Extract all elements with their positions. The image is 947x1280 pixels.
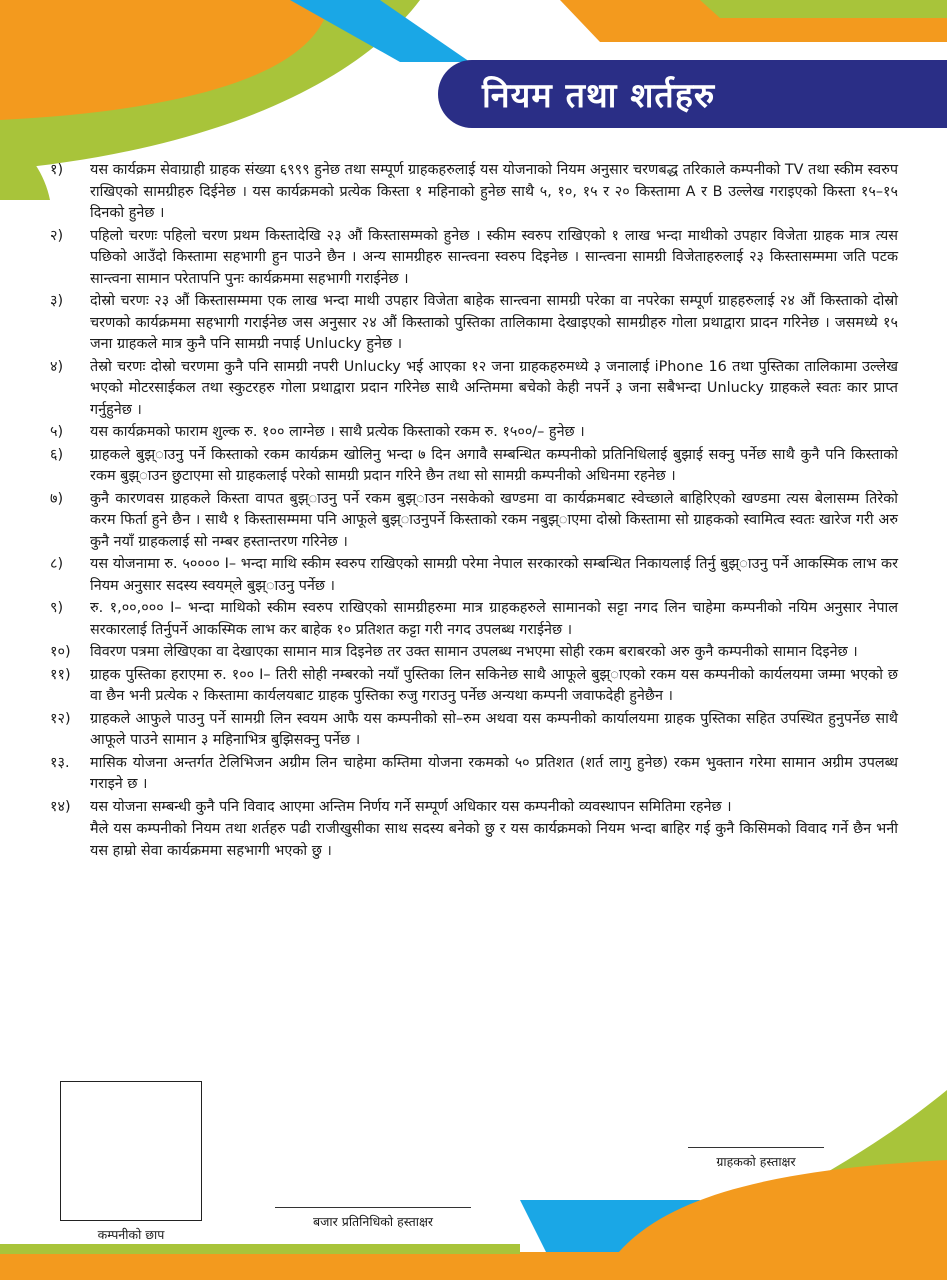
company-stamp-box	[60, 1081, 202, 1221]
term-text: विवरण पत्रमा लेखिएका वा देखाएका सामान मात्र दिइनेछ तर उक्त सामान उपलब्ध नभएमा सोही रकम बराबरको अरु कुनै कम्पनीको सामान दिइनेछ ।	[90, 644, 858, 660]
term-item	[50, 753, 898, 796]
term-number: ७)	[50, 490, 64, 507]
term-number: ३)	[50, 293, 64, 309]
title-banner	[438, 60, 947, 128]
terms-list	[50, 160, 898, 862]
term-number: २)	[50, 227, 64, 244]
term-text: यस कार्यक्रम सेवाग्राही ग्राहक संख्या ६९९९ हुनेछ तथा सम्पूर्ण ग्राहकहरुलाई यस योजनाको नियम अनुसार चरणबद्ध तरिकाले कम्पनीको TV तथा स्कीम स्वरुप राखिएको सामग्रीहरु दिईनेछ । यस कार्यक्रमको प्रत्येक किस्ता १ महिनाको हुनेछ साथै ५, १०, १५ र २० किस्तामा A र B उल्लेख गराइएको किस्ता १५–१५ दिनको हुनेछ ।	[90, 162, 898, 221]
term-item	[50, 422, 898, 444]
bottom-green-band	[0, 1244, 520, 1254]
term-item	[50, 226, 898, 291]
term-text: यस योजना सम्बन्धी कुनै पनि विवाद आएमा अन्तिम निर्णय गर्ने सम्पूर्ण अधिकार यस कम्पनीको व्यवस्थापन समितिमा रहनेछ ।	[90, 798, 732, 815]
term-number: १)	[50, 162, 64, 178]
term-number: १४)	[50, 798, 71, 815]
term-text: मासिक योजना अन्तर्गत टेलिभिजन अग्रीम लिन चाहेमा कम्तिमा योजना रकमको ५० प्रतिशत (शर्त लागु हुनेछ) रकम भुक्तान गरेमा सामान अग्रीम उपलब्ध गराइने छ ।	[90, 754, 898, 792]
term-item	[50, 642, 898, 664]
term-text: कुनै कारणवस ग्राहकले किस्ता वापत बुझ्‌ाउनु पर्ने रकम बुझ्‌ाउन नसकेको खण्डमा वा कार्यक्रमबाट स्वेच्छाले बाहिरिएको खण्डमा त्यस बेलासम्म तिरेको करम फिर्ता हुने छैन । साथै १ किस्तासम्ममा पनि आफूले बुझ्‌ाउनुपर्ने किस्ताको रकम नबुझ्‌ाएमा दोस्रो किस्तामा सो ग्राहकको स्वामित्व स्वतः खारेज गरी अरु कुनै नयाँ ग्राहकलाई सो नम्बर हस्तान्तरण गरिनेछ ।	[90, 490, 898, 550]
term-number: १३.	[50, 754, 70, 771]
term-text: रु. १,००,००० I– भन्दा माथिको स्कीम स्वरुप राखिएको सामग्रीहरुमा मात्र ग्राहकहरुले सामानको सट्टा नगद लिन चाहेमा कम्पनीको नयिम अनुसार नेपाल सरकारलाई तिर्नुपर्ने आकस्मिक लाभ कर बाहेक १० प्रतिशत कट्टा गरी नगद उपलब्ध गराईनेछ ।	[90, 600, 898, 638]
term-item	[50, 160, 898, 225]
term-number: १०)	[50, 644, 71, 660]
term-number: ४)	[50, 358, 64, 375]
declaration-text: मैले यस कम्पनीको नियम तथा शर्तहरु पढी राजीखुसीका साथ सदस्य बनेको छु र यस कार्यक्रमको नियम भन्दा बाहिर गई कुनै किसिमको विवाद गर्ने छैन भनी यस हाम्रो सेवा कार्यक्रममा सहभागी भएको छु ।	[90, 821, 898, 859]
term-number: ५)	[50, 424, 64, 440]
customer-signature-label: ग्राहकको हस्ताक्षर	[716, 1154, 796, 1169]
term-item	[50, 489, 898, 554]
term-text: दोस्रो चरणः २३ औं किस्तासम्ममा एक लाख भन्दा माथी उपहार विजेता बाहेक सान्त्वना सामग्री परेका वा नपरेका सम्पूर्ण ग्राहहरुलाई २४ औं किस्ताको दोस्रो चरणको कार्यक्रममा सहभागी गराईनेछ जस अनुसार २४ औं किस्ताको पुस्तिका तालिकामा देखाइएको सामग्रीहरु गोला प्रथाद्वारा प्रादन गरिनेछ । जसमध्ये १५ जना ग्राहकले मात्र कुनै पनि सामग्री नपाई Unlucky हुनेछ ।	[90, 293, 898, 352]
term-text: यस योजनामा रु. ५०००० I– भन्दा माथि स्कीम स्वरुप राखिएको सामग्री परेमा नेपाल सरकारको सम्बन्धित निकायलाई तिर्नु बुझ्‌ाउनु पर्ने आकस्मिक लाभ कर नियम अनुसार सदस्य स्वयम्‌ले बुझ्‌ाउनु पर्नेछ ।	[90, 556, 898, 594]
term-text: ग्राहकले आफुले पाउनु पर्ने सामग्री लिन स्वयम आफै यस कम्पनीको सो–रुम अथवा यस कम्पनीको कार्यालयमा ग्राहक पुस्तिका सहित उपस्थित हुनुपर्नेछ साथै आफूले पाउने सामान ३ महिनाभित्र बुझिसक्नु पर्नेछ ।	[90, 710, 898, 748]
term-number: ११)	[50, 666, 71, 683]
term-text: ग्राहकले बुझ्‌ाउनु पर्ने किस्ताको रकम कार्यक्रम खोलिनु भन्दा ७ दिन अगावै सम्बन्धित कम्पनीको प्रतिनिधिलाई बुझाई सक्नु पर्नेछ साथै कुनै पनि किस्ताको रकम बुझ्‌ाउन छुटाएमा सो ग्राहकलाई परेको सामग्री प्रदान गरिने छैन तथा सो सामग्री कम्पनीको अधिनमा रहनेछ ।	[90, 446, 898, 484]
customer-signature-line	[688, 1147, 824, 1148]
term-text: ग्राहक पुस्तिका हराएमा रु. १०० I– तिरी सोही नम्बरको नयाँ पुस्तिका लिन सकिनेछ साथै आफूले बुझ्‌ाएको रकम यस कम्पनीको कार्यलयमा जम्मा भएको छ वा छैन भनी प्रत्येक २ किस्तामा कार्यलयबाट ग्राहक पुस्तिका रुजु गराउनु पर्नेछ अन्यथा कम्पनी जवाफदेही हुनेछैन ।	[90, 666, 898, 704]
market-representative-signature-line	[275, 1207, 471, 1208]
market-representative-signature-label: बजार प्रतिनिधिको हस्ताक्षर	[312, 1214, 434, 1229]
top-right-green-band	[700, 0, 947, 18]
term-item	[50, 797, 898, 819]
term-item	[50, 445, 898, 488]
term-item	[50, 357, 898, 422]
term-text: यस कार्यक्रमको फाराम शुल्क रु. १०० लाग्नेछ । साथै प्रत्येक किस्ताको रकम रु. १५००/– हुनेछ ।	[90, 424, 585, 440]
term-text: तेस्रो चरणः दोस्रो चरणमा कुनै पनि सामग्री नपरी Unlucky भई आएका १२ जना ग्राहकहरुमध्ये ३ जनालाई iPhone 16 तथा पुस्तिका तालिकामा उल्लेख भएको मोटरसाईकल तथा स्कुटरहरु गोला प्रथाद्वारा प्रदान गरिनेछ साथै अन्तिममा बचेको केही नपर्ने ३ जना सबैभन्दा Unlucky ग्राहकले स्वतः कार प्राप्त गर्नुहुनेछ ।	[90, 358, 898, 418]
bottom-orange-band	[0, 1252, 947, 1280]
term-number: ९)	[50, 600, 64, 616]
company-stamp-label: कम्पनीको छाप	[97, 1227, 165, 1242]
term-item	[50, 554, 898, 597]
term-text: पहिलो चरणः पहिलो चरण प्रथम किस्तादेखि २३ औं किस्तासम्मको हुनेछ । स्कीम स्वरुप राखिएको १ लाख भन्दा माथीको उपहार विजेता ग्राहक मात्र त्यस पछिको आउँदो किस्तामा सहभागी हुन पाउने छैन । अन्य सामग्रीहरु सान्त्वना स्वरुप दिइनेछ । सान्त्वना सामग्री विजेताहरुलाई २३ किस्तासम्ममा जति पटक सान्त्वना सामान परेतापनि पुनः कार्यक्रममा सहभागी गराईनेछ ।	[90, 227, 898, 287]
page-title: नियम तथा शर्तहरु	[482, 76, 716, 116]
term-number: ६)	[50, 446, 64, 463]
term-item	[50, 291, 898, 356]
term-item	[50, 665, 898, 708]
term-number: १२)	[50, 710, 71, 727]
term-item	[50, 709, 898, 752]
term-item	[50, 598, 898, 641]
term-number: ८)	[50, 556, 64, 572]
